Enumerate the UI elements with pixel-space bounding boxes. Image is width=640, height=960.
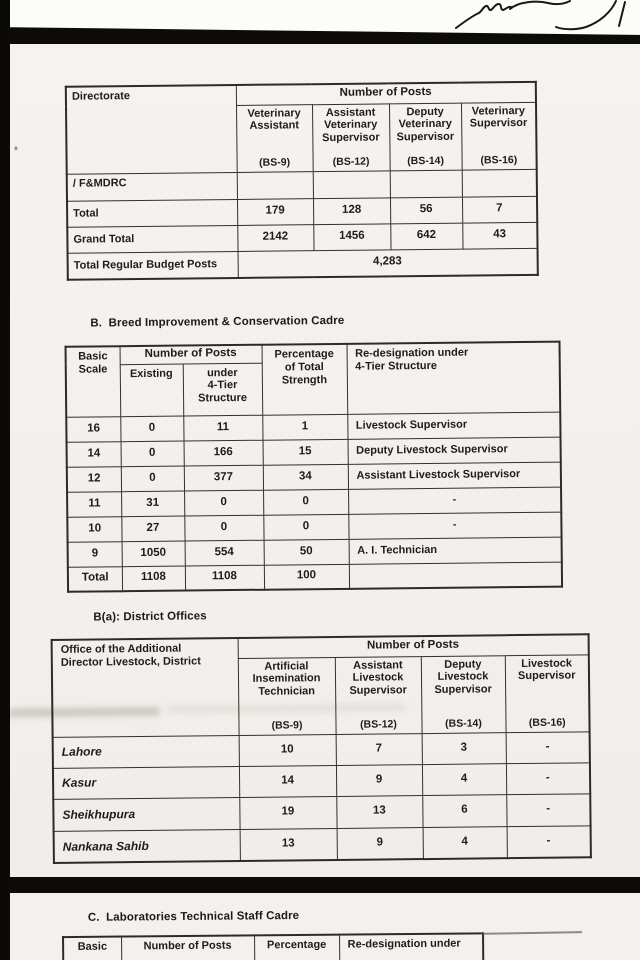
column-title: Artificial Insemination Technician [252,659,321,699]
existing-cell: 0 [121,441,184,467]
column-header-ai-technician [238,657,336,735]
column-header-veterinary-supervisor [461,102,537,170]
table-header-row [63,933,483,960]
value-cell [313,170,390,198]
redesignation-cell: - [348,512,561,539]
scale-cell: Total [68,566,122,592]
under-cell: 1108 [185,565,264,591]
value-cell: 1456 [313,223,390,250]
scale-cell: 9 [68,541,122,567]
existing-cell: 0 [121,466,184,492]
page-body [10,44,640,877]
redesignation-cell: - [348,487,561,514]
handwritten-signature-scribble [428,0,640,34]
under-cell: 554 [185,540,264,566]
value-cell: 4 [422,763,506,795]
redesignation-cell: Livestock Supervisor [347,412,560,439]
under-cell: 0 [184,490,263,516]
column-header-veterinary-assistant [236,104,313,172]
redesignation-cell: A. I. Technician [349,537,562,564]
column-scale: (BS-9) [271,719,303,732]
column-title: Assistant Livestock Supervisor [349,658,407,698]
redesignation-header-cell: Re-designation under [339,933,483,960]
value-cell: 13 [336,795,422,828]
directorate-header-cell: Directorate [66,85,237,174]
under-cell: 0 [184,515,263,541]
value-cell: - [507,825,591,858]
district-label-cell: Sheikhupura [53,797,239,831]
scale-cell: 10 [67,516,121,542]
value-cell [237,171,313,199]
value-cell: 14 [239,765,336,797]
value-cell: 4 [423,826,507,859]
value-cell: 7 [336,733,422,765]
value-cell: - [506,793,590,826]
column-title: Deputy Livestock Supervisor [434,657,492,697]
value-cell: 13 [240,828,337,861]
value-cell: 19 [239,796,336,829]
value-cell: 10 [239,734,336,766]
table-header-row [66,342,560,365]
basic-scale-header-cell: Basic Scale [66,346,121,417]
district-label-cell: Nankana Sahib [54,829,240,863]
column-header-deputy-livestock-supervisor [421,655,506,733]
table-footer-row [68,248,538,280]
redesignation-cell: Deputy Livestock Supervisor [348,437,561,464]
scale-cell: 12 [67,466,121,492]
column-title: Veterinary Assistant [247,106,301,133]
value-cell: - [506,731,590,763]
section-b-heading: B. Breed Improvement & Conservation Cadre [90,314,345,330]
under-cell: 377 [184,465,263,491]
value-cell [390,170,462,198]
percentage-header-cell: Percentage [254,935,339,960]
basic-header-cell: Basic [63,937,121,960]
percentage-cell: 0 [263,489,348,515]
column-title: Livestock Supervisor [517,656,576,683]
row-label-cell: Total [67,199,237,227]
labs-cadre-table-partial [62,932,484,960]
column-header-livestock-supervisor [505,654,590,732]
value-cell: 7 [462,196,537,223]
under-cell: 166 [184,440,263,466]
percentage-cell: 15 [263,439,348,465]
column-scale: (BS-9) [259,156,291,169]
percentage-cell: 100 [264,564,349,590]
scan-speck [14,146,17,150]
existing-cell: 1050 [122,541,185,567]
value-cell: 6 [422,794,506,827]
value-cell: 128 [313,197,390,224]
existing-cell: 31 [121,491,184,517]
section-c-heading: C. Laboratories Technical Staff Cadre [87,910,300,924]
value-cell: 43 [462,222,537,249]
column-header-assistant-livestock-supervisor [335,656,422,734]
number-of-posts-group-header: Number of Posts [120,345,262,364]
redesignation-cell [349,562,562,589]
value-cell: - [506,762,590,794]
redesignation-header-cell: Re-designation under 4-Tier Structure [347,342,561,414]
percentage-cell: 50 [264,539,349,565]
column-title: Assistant Veterinary Supervisor [322,106,380,145]
page-bottom-strip [10,893,640,960]
redesignation-cell: Assistant Livestock Supervisor [348,462,561,489]
footer-total-cell: 4,283 [238,248,538,278]
value-cell: 2142 [237,224,313,251]
table-edge-line [482,931,582,935]
column-scale: (BS-12) [332,155,370,169]
existing-cell: 0 [120,416,183,442]
scale-cell: 14 [67,441,121,467]
column-scale: (BS-16) [480,154,518,167]
district-label-cell: Kasur [53,766,239,799]
table-row [54,825,591,863]
column-scale: (BS-14) [445,717,482,730]
table-total-row [68,562,562,592]
percentage-cell: 0 [263,514,348,540]
under-cell: 11 [183,415,262,441]
row-label-cell: Grand Total [67,225,237,253]
column-header-assistant-veterinary-supervisor [312,103,390,171]
existing-cell: 1108 [122,566,185,592]
value-cell: 3 [422,732,506,764]
percentage-cell: 34 [263,464,348,490]
directorate-posts-table [65,81,539,281]
column-title: Deputy Veterinary Supervisor [396,105,455,144]
column-scale: (BS-14) [407,154,445,168]
district-offices-table [51,633,592,864]
number-of-posts-group-header: Number of Posts [238,634,589,658]
breed-cadre-table [65,341,564,593]
district-label-cell: Lahore [53,735,239,768]
existing-cell: 27 [121,516,184,542]
value-cell [462,169,537,197]
percentage-cell: 1 [262,414,347,440]
scan-black-band-bottom [0,877,640,893]
column-scale: (BS-16) [528,716,566,730]
number-of-posts-header-cell: Number of Posts [121,935,254,960]
value-cell: 642 [390,223,462,250]
under-4tier-header-cell: under 4-Tier Structure [183,363,263,416]
existing-header-cell: Existing [120,364,184,417]
footer-label-cell: Total Regular Budget Posts [68,251,238,280]
scale-cell: 16 [66,416,120,442]
number-of-posts-group-header: Number of Posts [236,82,536,105]
scale-cell: 11 [67,491,121,517]
value-cell: 9 [337,827,423,860]
value-cell: 179 [237,198,313,225]
value-cell: 56 [390,197,462,224]
column-title: Veterinary Supervisor [469,104,528,131]
scan-left-border [0,0,10,960]
office-header-cell: Office of the Additional Director Livestock, District [52,638,239,737]
percentage-header-cell: Percentage of Total Strength [262,344,348,415]
row-label-cell: / F&MDRC [67,172,237,201]
value-cell: 9 [336,764,422,796]
column-scale: (BS-12) [360,718,397,731]
column-header-deputy-veterinary-supervisor [389,103,462,171]
section-ba-heading: B(a): District Offices [93,610,207,624]
